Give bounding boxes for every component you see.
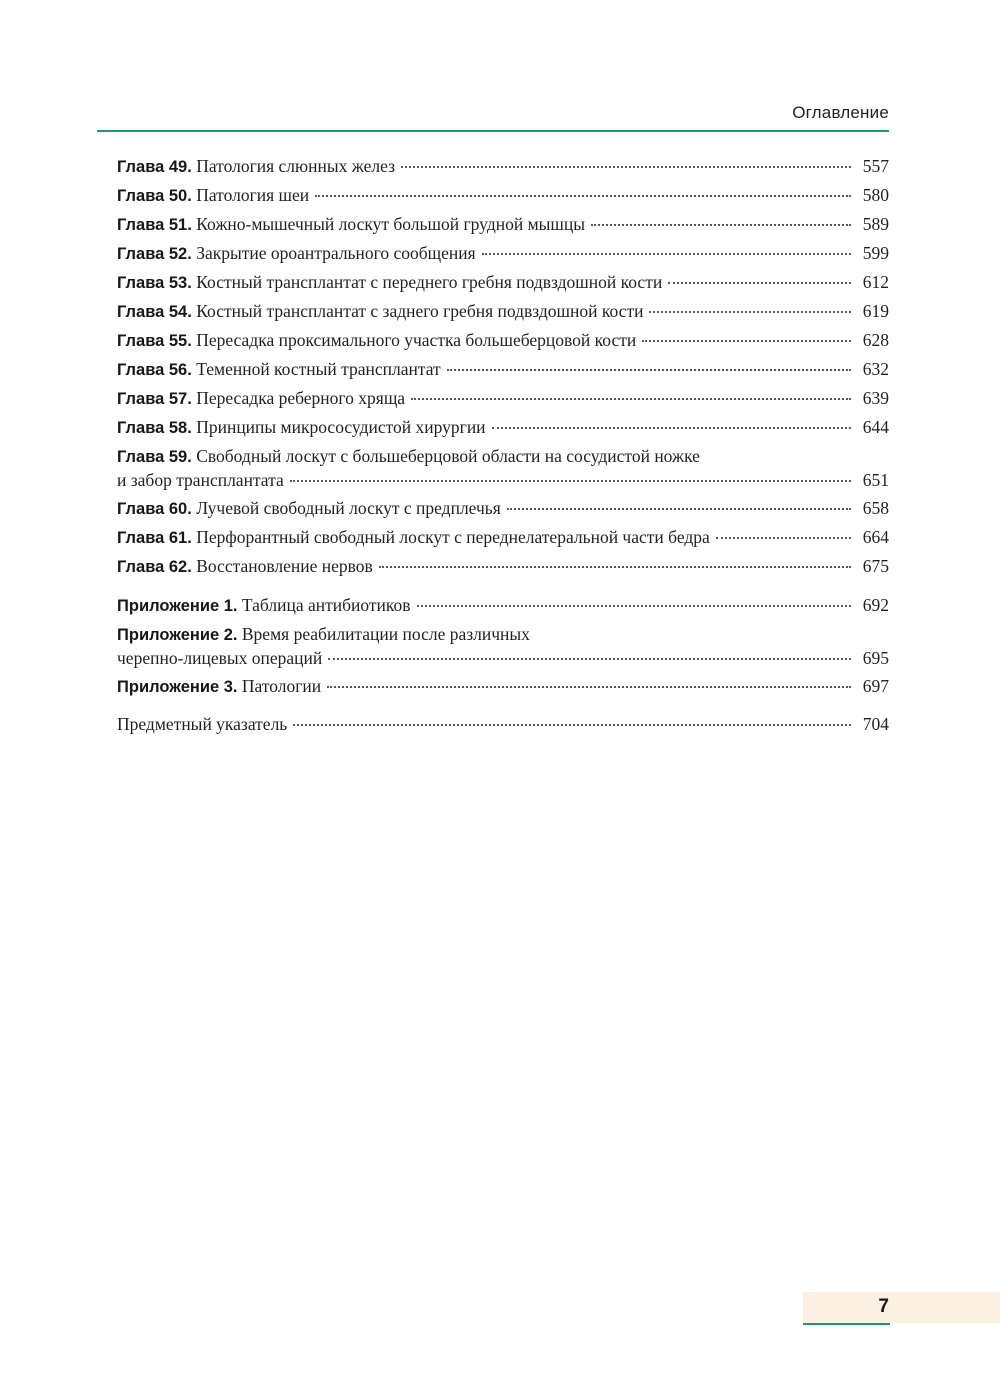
toc-dot-leader bbox=[447, 369, 851, 371]
toc-dot-leader bbox=[327, 686, 851, 688]
toc-chapter-title: Перфорантный свободный лоскут с переднелатеральной части бедра bbox=[196, 527, 710, 547]
toc-page-number: 704 bbox=[862, 714, 889, 734]
toc-chapter-label: Глава 58. bbox=[117, 419, 192, 437]
toc-chapter-title: Патология слюнных желез bbox=[196, 156, 395, 176]
toc-chapter-title-line2: и забор трансплантата bbox=[117, 470, 284, 490]
toc-entry-chapter-61[interactable] bbox=[117, 526, 889, 555]
toc-entry-chapter-59[interactable] bbox=[117, 445, 889, 497]
toc-page-number: 675 bbox=[862, 556, 889, 576]
toc-entry-chapter-55[interactable] bbox=[117, 329, 889, 358]
toc-page-number: 651 bbox=[862, 470, 889, 490]
toc-entry-index[interactable] bbox=[117, 713, 889, 742]
toc-chapter-label: Глава 52. bbox=[117, 245, 192, 263]
running-head bbox=[97, 102, 889, 132]
toc-page-number: 619 bbox=[862, 301, 889, 321]
toc-dot-leader bbox=[379, 566, 851, 568]
toc-chapter-title: Теменной костный трансплантат bbox=[196, 359, 441, 379]
toc-entry-chapter-54[interactable] bbox=[117, 300, 889, 329]
toc-page-number: 599 bbox=[862, 243, 889, 263]
toc-chapter-title: Восстановление нервов bbox=[196, 556, 373, 576]
toc-entry-chapter-49[interactable] bbox=[117, 155, 889, 184]
toc-page-number: 589 bbox=[862, 214, 889, 234]
toc-page-number: 632 bbox=[862, 359, 889, 379]
toc-entry-chapter-56[interactable] bbox=[117, 358, 889, 387]
toc-page-number: 557 bbox=[862, 156, 889, 176]
toc-dot-leader bbox=[668, 282, 851, 284]
toc-page-number: 658 bbox=[862, 498, 889, 518]
toc-entry-chapter-51[interactable] bbox=[117, 213, 889, 242]
toc-dot-leader bbox=[716, 537, 851, 539]
toc-appendix-title-line1: Время реабилитации после различных bbox=[241, 624, 530, 644]
toc-chapter-title: Патология шеи bbox=[196, 185, 310, 205]
toc-chapter-title: Пересадка проксимального участка большеберцовой кости bbox=[196, 330, 637, 350]
toc-dot-leader bbox=[492, 427, 851, 429]
toc-chapter-title: Костный трансплантат с заднего гребня подвздошной кости bbox=[196, 301, 644, 321]
toc-appendix-title: Патологии bbox=[241, 676, 322, 696]
toc-chapter-label: Глава 60. bbox=[117, 500, 192, 518]
toc-appendix-label: Приложение 1. bbox=[117, 597, 238, 615]
page-number-underline bbox=[803, 1323, 890, 1325]
toc-appendix-title: Таблица антибиотиков bbox=[241, 595, 411, 615]
toc-chapter-label: Глава 61. bbox=[117, 529, 192, 547]
toc-page-number: 644 bbox=[862, 417, 889, 437]
toc-chapter-title: Кожно-мышечный лоскут большой грудной мышцы bbox=[196, 214, 586, 234]
toc-chapter-label: Глава 57. bbox=[117, 390, 192, 408]
toc-dot-leader bbox=[315, 195, 851, 197]
toc-page-number: 692 bbox=[862, 595, 889, 615]
toc-page-number: 612 bbox=[862, 272, 889, 292]
toc-entry-chapter-58[interactable] bbox=[117, 416, 889, 445]
toc-chapter-label: Глава 50. bbox=[117, 187, 192, 205]
toc-dot-leader bbox=[642, 340, 851, 342]
toc-chapter-label: Глава 51. bbox=[117, 216, 192, 234]
toc-chapter-title: Костный трансплантат с переднего гребня подвздошной кости bbox=[196, 272, 663, 292]
toc-chapter-label: Глава 54. bbox=[117, 303, 192, 321]
toc-chapter-title: Закрытие ороантрального сообщения bbox=[196, 243, 476, 263]
toc-dot-leader bbox=[401, 166, 851, 168]
toc-dot-leader bbox=[411, 398, 851, 400]
toc-entry-chapter-60[interactable] bbox=[117, 497, 889, 526]
toc-entry-chapter-50[interactable] bbox=[117, 184, 889, 213]
toc-page-number: 639 bbox=[862, 388, 889, 408]
toc-dot-leader bbox=[290, 480, 851, 482]
toc-page-number: 628 bbox=[862, 330, 889, 350]
toc-appendix-title-line2: черепно-лицевых операций bbox=[117, 648, 323, 668]
toc-chapter-label: Глава 56. bbox=[117, 361, 192, 379]
toc-dot-leader bbox=[417, 605, 851, 607]
page-number: 7 bbox=[878, 1296, 889, 1317]
toc-page-number: 695 bbox=[862, 648, 889, 668]
toc-page-number: 580 bbox=[862, 185, 889, 205]
toc-dot-leader bbox=[293, 724, 851, 726]
toc-chapter-title-line1: Свободный лоскут с большеберцовой области на сосудистой ножке bbox=[196, 446, 700, 466]
toc-dot-leader bbox=[507, 508, 851, 510]
toc-appendix-label: Приложение 2. bbox=[117, 626, 238, 644]
toc-appendix-label: Приложение 3. bbox=[117, 678, 238, 696]
toc-dot-leader bbox=[328, 658, 851, 660]
toc-index-title: Предметный указатель bbox=[117, 714, 288, 734]
toc-entry-appendix-3[interactable] bbox=[117, 675, 889, 704]
toc-chapter-label: Глава 53. bbox=[117, 274, 192, 292]
toc-dot-leader bbox=[482, 253, 851, 255]
toc-chapter-title: Пересадка реберного хряща bbox=[196, 388, 406, 408]
toc-entry-appendix-2[interactable] bbox=[117, 623, 889, 675]
toc-chapter-label: Глава 62. bbox=[117, 558, 192, 576]
toc-chapter-label: Глава 59. bbox=[117, 448, 192, 466]
toc-page-number: 697 bbox=[862, 676, 889, 696]
toc-entry-chapter-57[interactable] bbox=[117, 387, 889, 416]
toc-entry-appendix-1[interactable] bbox=[117, 594, 889, 623]
toc-dot-leader bbox=[591, 224, 851, 226]
running-head-title: Оглавление bbox=[792, 103, 889, 122]
toc-entry-chapter-52[interactable] bbox=[117, 242, 889, 271]
toc-chapter-label: Глава 49. bbox=[117, 158, 192, 176]
toc-entry-chapter-62[interactable] bbox=[117, 555, 889, 584]
toc-chapter-title: Принципы микрососудистой хирургии bbox=[196, 417, 486, 437]
toc-entry-chapter-53[interactable] bbox=[117, 271, 889, 300]
toc-page-number: 664 bbox=[862, 527, 889, 547]
toc-dot-leader bbox=[649, 311, 851, 313]
toc-chapter-label: Глава 55. bbox=[117, 332, 192, 350]
toc-chapter-title: Лучевой свободный лоскут с предплечья bbox=[196, 498, 501, 518]
table-of-contents bbox=[117, 155, 889, 742]
